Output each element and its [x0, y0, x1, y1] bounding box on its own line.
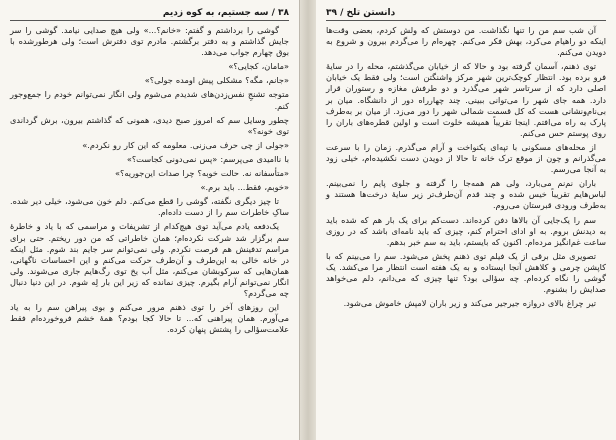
paragraph: گوشی را برداشتم و گفتم: «خانم؟...» ولی هیچ صدایی نیامد. گوشی را سر جایش گذاشتم و به دفتر برگشتم. مادرم توی دفترش است؛ ولی هرطورشده با بوق چهارم جواب می‌دهد.: [10, 25, 289, 58]
paragraph: تا چیز دیگری نگفته، گوشی را قطع می‌کنم. دلم خون می‌شود، خیلی دیر شده. ساکِ خاطرات سم را از دست داده‌ام.: [10, 196, 289, 218]
paragraph: تصویری مثل برقی از یک فیلم توی ذهنم پخش می‌شود. سم را می‌بینم که با کاپشن چرمی و کلاهش آنجا ایستاده و به یک هفته است انتظار مرا می‌کشد. یک گوشی را نگاه کرده‌ام. چه سؤالی بود؟ تنها چیزی که می‌دانم، دلم می‌خواهد صدایش را بشنوم.: [326, 250, 606, 295]
book-gutter: [300, 0, 316, 440]
paragraph: «متأسفانه نه. حالت خوبه؟ چرا صدات این‌جوریه؟»: [115, 168, 289, 179]
paragraph: توی ذهنم، آسمان گرفته بود و حالا که از خیابان می‌گذشتم، محله را در سایهٔ فرو برده بود. انتظار کوچک‌ترین شهر مرکز واشنگتن است؛ ولی فقط یک خیابان اصلی دارد که از سرتاسر شهر می‌گذرد و دو طرفش مغازه و رستوران قرار دارد. همه جای شهر را می‌توانی ببینی. چند چهارراه دور از دانشگاه. میان بر بی‌نام‌ونشانی هست که کل قسمت شمالی شهر را دور می‌زد. از میان بر به‌طرف پارک به راه می‌افتم. اینجا تقریباً همیشه خلوت است و اولین قطره‌های باران را روی پوستم حس می‌کنم.: [326, 61, 606, 138]
page-header: [326, 6, 606, 21]
paragraph: «مامان، کجایی؟»: [228, 61, 289, 72]
right-page: [316, 0, 616, 440]
paragraph: «خوبم، فقط... باید برم.»: [200, 182, 289, 193]
paragraph: آن شب سم من را تنها نگذاشت. من دوستش که ولش کردم، بعضی وقت‌ها اینکه دو راهیام می‌کرد، بهش فکر می‌کنم. چهره‌ام را می‌گردم بیرون و شروع به دویدن می‌کنم.: [326, 25, 606, 58]
running-head: دانستن تلخ / ۳۹: [326, 8, 396, 18]
running-head: ۳۸ / سه جستیم، به کوه زدیم: [162, 8, 289, 18]
page-header: [10, 6, 289, 21]
paragraph: از محله‌های مسکونی با تپه‌ای یکنواخت و آرام می‌گذرم. زمان را با سرعت می‌گذرانم و چون از موقع ترک خانه تا حالا از دویدن دست نکشیده‌ام، خیلی زود به آنجا می‌رسم.: [326, 141, 606, 175]
paragraph: این روزهای آخر را توی ذهنم مرور می‌کنم و بوی پیراهن سم را به یاد می‌آورم. همان پیراهنی که... تا حالا کجا بودم؟ همهٔ خشم فروخورده‌ام فقط علامت‌سؤالی را پشتش پنهان کرده.: [10, 302, 289, 335]
left-page: [0, 0, 300, 440]
paragraph: «جانم، مگه؟ مشکلی پیش اومده جولی؟»: [144, 75, 289, 86]
paragraph: «جولی از چی حرف می‌زنی. معلومه که این کار رو نکردم.»: [82, 139, 289, 150]
paragraph: باران نم‌نم می‌بارد، ولی هم همه‌جا را گرفته و جلوی پایم را نمی‌بینم. لباس‌هایم تقریباً خیس شده و چند قدم آن‌طرف‌تر زیر سایهٔ درخت‌ها هستند و به‌طرف ورودی قبرستان می‌روم.: [326, 178, 606, 211]
paragraph: تیر چراغ بالای دروازه جیرجیر می‌کند و زیر باران لامپش خاموش می‌شود.: [343, 298, 596, 309]
paragraph: یک‌دفعه یادم می‌آید توی هیچ‌کدام از تشریفات و مراسمی که با یاد و خاطرهٔ سم برگزار شد شرکت نکرده‌ام؛ همان خاطراتی که من دور ریختم. حتی برای مراسم تدفینش هم فرصت نکردم. ولی نمی‌توانم سر جایم بند شوم. مثل اینکه در خانه خالی به این‌طرف و آن‌طرف حرکت می‌کنم و این احساسات ناگهانی، همان‌هایی که سرکوبشان می‌کنم، مثل آب یخ توی رگ‌هایم جاری می‌شوند. ولی انگار نمی‌توانم آرام بگیرم. چیزی نمانده که زیر این بار لِه شوم. در این دنیا دنبال چه می‌گردم؟: [10, 221, 289, 298]
paragraph: چطور وسایل سم که امروز صبح دیدی، همونی که گذاشتم بیرون، برش گرداندی توی خونه؟»: [10, 114, 289, 136]
paragraph: سم را یک‌جایی آن بالاها دفن کرده‌اند. دست‌کم برای یک بار هم که شده باید به دیدنش بروم. به او ادای احترام کنم، چیزی که باید نامه‌ای باشد که در روزی ساعت غم‌انگیز مرده‌ام. اکنون که بایستم، باید به سم خبر بدهم.: [326, 214, 606, 247]
paragraph: با ناامیدی می‌پرسم: «پس نمی‌دونی کجاست؟»: [126, 153, 289, 164]
paragraph: متوجه تشنجِ نفس‌زدن‌های شدیدم می‌شوم ولی انگار نمی‌توانم خودم را جمع‌وجور کنم.: [10, 89, 289, 111]
